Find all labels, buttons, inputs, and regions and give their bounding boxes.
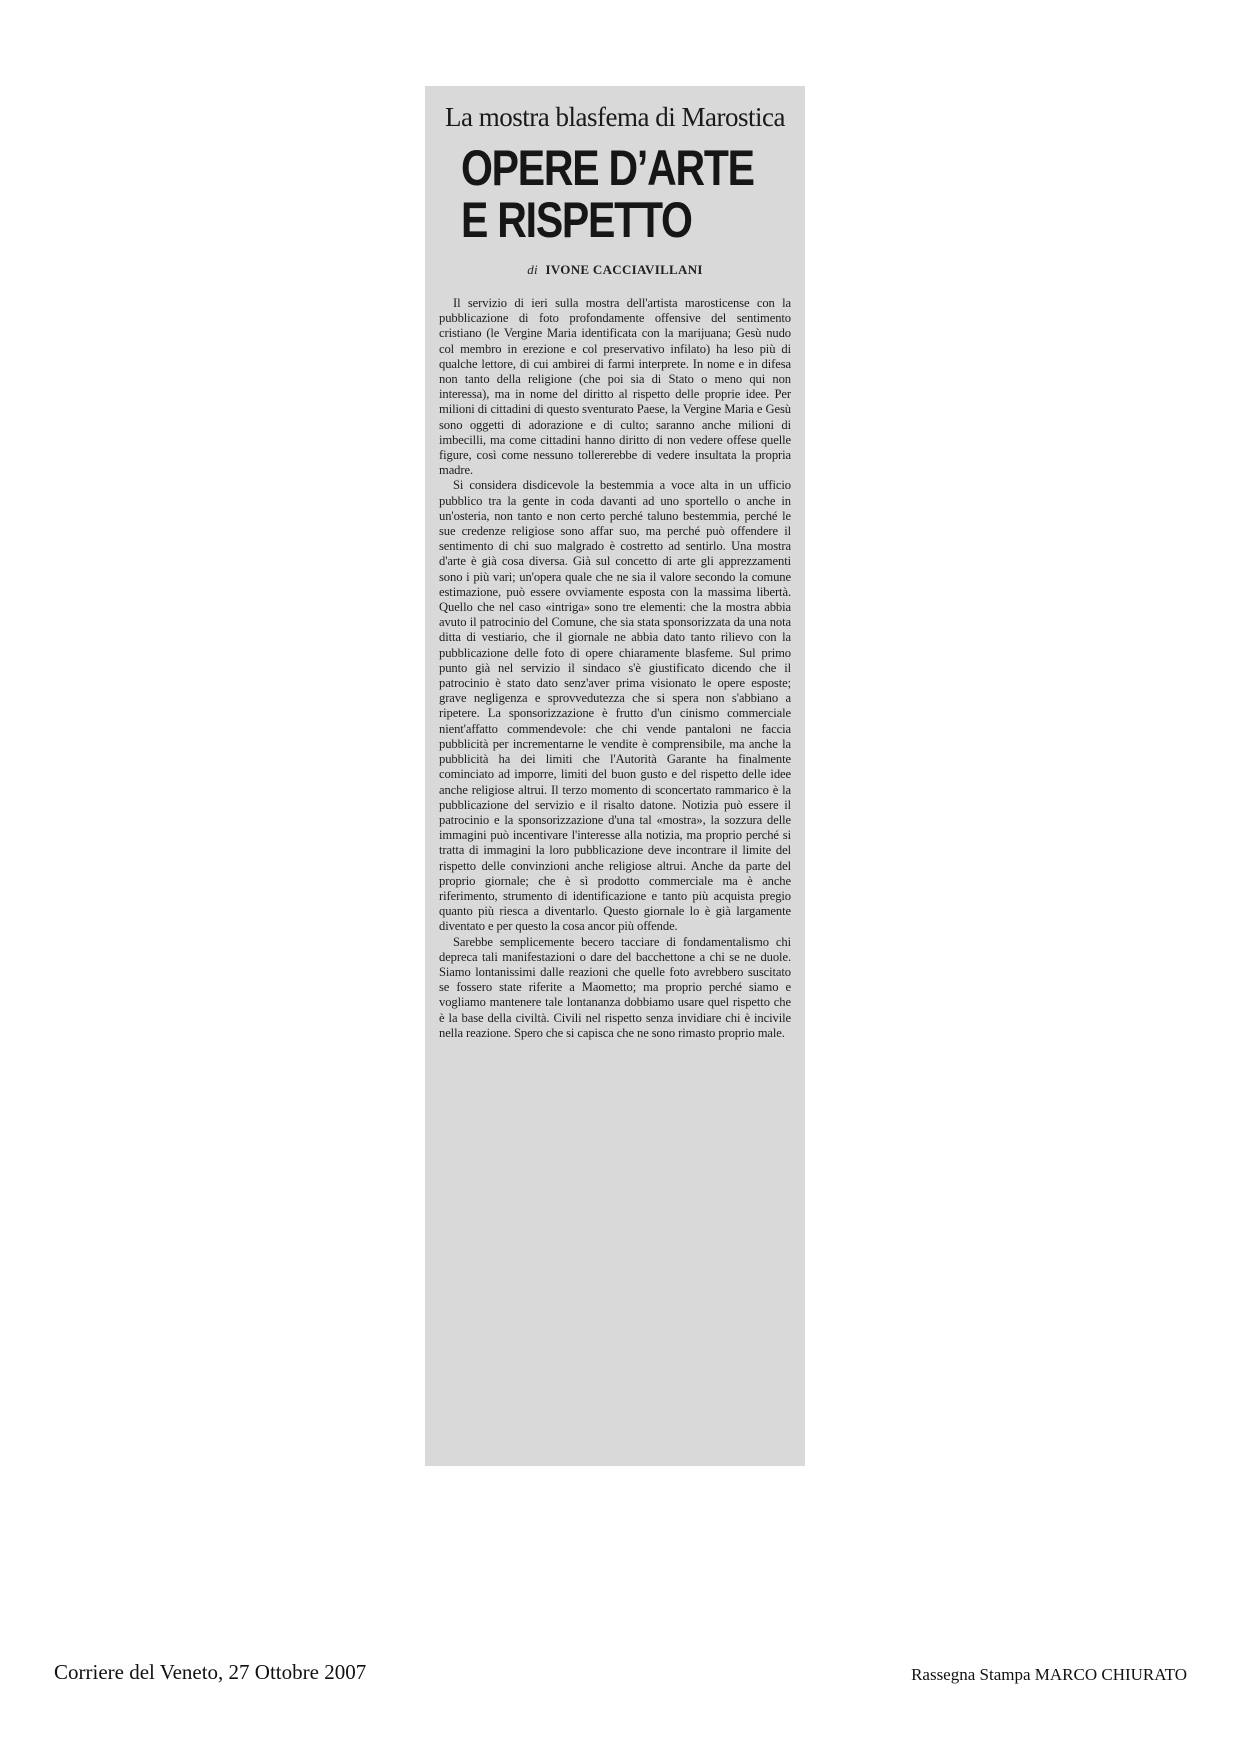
headline-line-2: E RISPETTO xyxy=(461,192,692,248)
article-paragraph: Il servizio di ieri sulla mostra dell'artista marosticense con la pubblicazione di foto profondamente offensive del sentimento cristiano (le Vergine Maria identificata con la marijuana; Gesù nudo col membro in erezione e col preservativo infilato) ha leso più di qualche lettore, di cui ambirei di farmi interprete. In nome e in difesa non tanto della religione (che poi sia di Stato o meno qui non interessa), ma in nome del diritto al rispetto delle proprie idee. Per milioni di cittadini di questo sventurato Paese, la Vergine Maria e Gesù sono oggetti di adorazione e di culto; saranno anche milioni di imbecilli, ma come cittadini hanno diritto di non vedere offese quelle figure, così come nessuno tollererebbe di vedere insultata la propria madre. xyxy=(439,296,791,478)
byline-prefix: di xyxy=(527,262,538,277)
newspaper-clipping xyxy=(425,86,805,1466)
article-headline xyxy=(461,140,754,248)
article-byline xyxy=(439,262,791,278)
byline-author: IVONE CACCIAVILLANI xyxy=(545,262,703,277)
article-paragraph: Sarebbe semplicemente becero tacciare di fondamentalismo chi depreca tali manifestazioni o dare del bacchettone a chi se ne duole. Siamo lontanissimi dalle reazioni che quelle foto avrebbero suscitato se fossero state riferite a Maometto; ma proprio perché siamo e vogliamo mantenere tale lontananza dobbiamo usare quel rispetto che è la base della civiltà. Civili nel rispetto senza invidiare chi è incivile nella reazione. Spero che si capisca che ne sono rimasto proprio male. xyxy=(439,934,791,1040)
press-review-label: Rassegna Stampa MARCO CHIURATO xyxy=(911,1665,1187,1684)
article-paragraph: Si considera disdicevole la bestemmia a voce alta in un ufficio pubblico tra la gente in coda davanti ad uno sportello o anche in un'osteria, non tanto e non certo perché taluno bestemmia, perché le sue credenze religiose sono affar suo, ma perché può offendere il sentimento di chi suo malgrado è costretto ad sentirlo. Una mostra d'arte è già cosa diversa. Già sul concetto di arte gli apprezzamenti sono i più vari; un'opera quale che ne sia il valore secondo la comune estimazione, può essere ovviamente esposta con la massima libertà. Quello che nel caso «intriga» sono tre elementi: che la mostra abbia avuto il patrocinio del Comune, che sia stata sponsorizzata da una nota ditta di vestiario, che il giornale ne abbia dato tanto rilievo con la pubblicazione delle foto di opere chiaramente blasfeme. Sul primo punto già nel servizio il sindaco s'è giustificato dicendo che il patrocinio è stato dato senz'aver prima visionato le opere esposte; grave negligenza e sprovvedutezza che si spera non s'abbiano a ripetere. La sponsorizzazione è frutto d'un cinismo commerciale nient'affatto commendevole: che chi vende pantaloni ne faccia pubblicità per incrementarne le vendite è comprensibile, ma anche la pubblicità ha dei limiti che l'Autorità Garante ha finalmente cominciato ad imporre, limiti del buon gusto e del rispetto delle idee anche religiose altrui. Il terzo momento di sconcertato rammarico è la pubblicazione del servizio e il risalto datone. Notizia può essere il patrocinio e la sponsorizzazione d'una tal «mostra», la sozzura delle immagini può incentivare l'interesse alla notizia, ma proprio perché si tratta di immagini la loro pubblicazione deve incontrare il limite del rispetto delle convinzioni anche religiose altrui. Anche da parte del proprio giornale; che è sì prodotto commerciale ma è anche riferimento, strumento di identificazione e tanto più acquista pregio quanto più riesca a diventarlo. Questo giornale lo è già largamente diventato e per questo la cosa ancor più offende. xyxy=(439,478,791,934)
headline-line-1: OPERE D’ARTE xyxy=(461,140,754,196)
source-citation: Corriere del Veneto, 27 Ottobre 2007 xyxy=(54,1660,367,1684)
article-body xyxy=(439,296,791,1041)
article-kicker: La mostra blasfema di Marostica xyxy=(445,102,785,132)
